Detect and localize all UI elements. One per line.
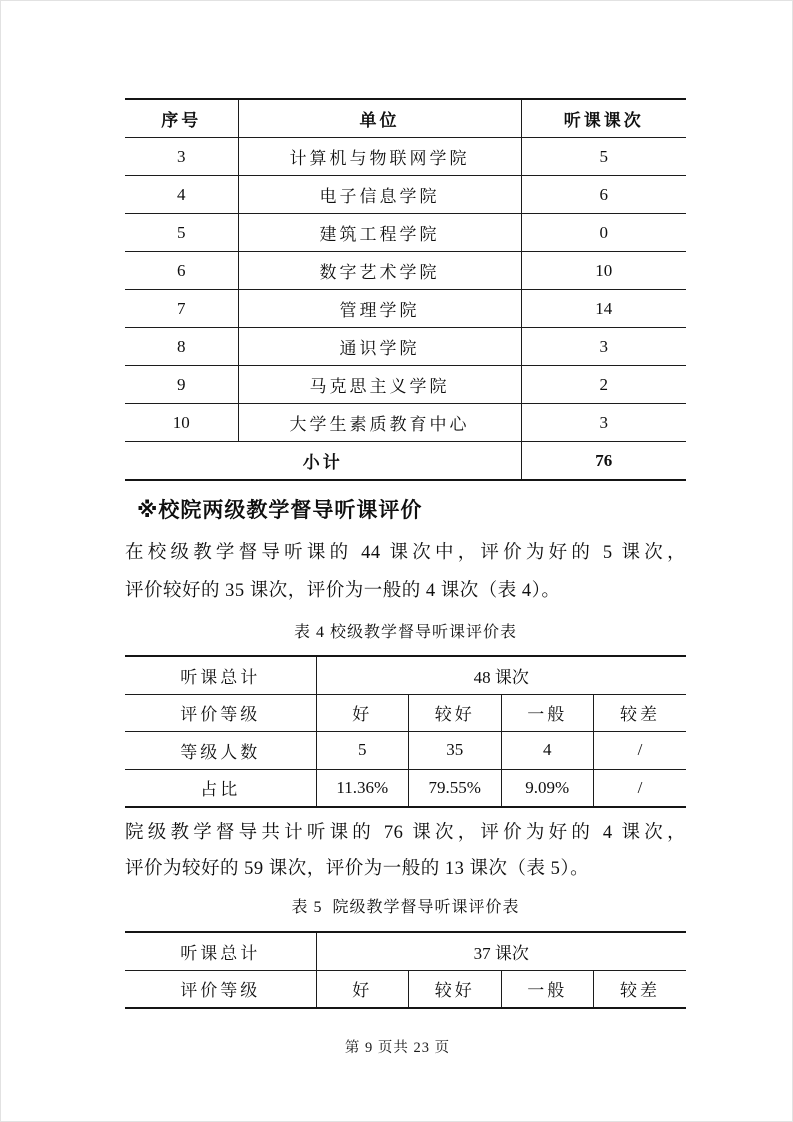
count-cell: 35 <box>409 732 502 770</box>
total-label: 听课总计 <box>125 656 316 694</box>
grade-cell: 好 <box>316 970 409 1008</box>
grade-cell: 较好 <box>409 970 502 1008</box>
cell-seq: 10 <box>125 404 238 442</box>
table-row <box>125 138 686 176</box>
section-heading: ※校院两级教学督导听课评价 <box>137 499 423 522</box>
percent-cell: / <box>637 777 643 797</box>
cell-count: 5 <box>521 138 686 176</box>
cell-unit: 马克思主义学院 <box>238 366 521 404</box>
percent-label: 占比 <box>125 769 316 807</box>
cell-unit: 计算机与物联网学院 <box>238 138 521 176</box>
grade-cell: 较差 <box>620 981 660 1001</box>
table-row <box>125 328 686 366</box>
total-row <box>125 656 686 694</box>
table-header-row <box>125 99 686 138</box>
table4-caption: 表 4 校级教学督导听课评价表 <box>293 624 517 641</box>
header-seq: 序号 <box>125 99 238 138</box>
grade-cell: 较好 <box>409 694 502 732</box>
count-row <box>125 732 686 770</box>
paragraph-line: 评价较好的 35 课次，评价为一般的 4 课次（表 4）。 <box>125 581 561 601</box>
cell-count: 3 <box>521 328 686 366</box>
cell-seq: 4 <box>125 176 238 214</box>
school-supervision-eval-table <box>125 655 686 808</box>
table-row <box>125 290 686 328</box>
cell-seq: 6 <box>125 252 238 290</box>
cell-unit: 建筑工程学院 <box>238 214 521 252</box>
cell-unit: 电子信息学院 <box>238 176 521 214</box>
cell-count: 10 <box>521 252 686 290</box>
college-supervision-eval-table <box>125 931 686 1009</box>
grade-cell: 较差 <box>594 694 687 732</box>
total-value: 48 课次 <box>316 656 686 694</box>
table-row <box>125 176 686 214</box>
page-number: 第 9 页共 23 页 <box>344 1040 451 1056</box>
cell-count: 6 <box>521 176 686 214</box>
grade-cell: 一般 <box>501 694 594 732</box>
percent-cell: 11.36% <box>316 769 409 807</box>
percent-row <box>125 769 686 807</box>
grade-label: 评价等级 <box>125 970 316 1008</box>
count-cell: 5 <box>316 732 409 770</box>
total-row <box>125 932 686 970</box>
grade-cell: 一般 <box>501 970 594 1008</box>
header-count: 听课课次 <box>521 99 686 138</box>
cell-seq: 3 <box>125 138 238 176</box>
unit-listening-table <box>125 98 686 481</box>
table5-caption: 表 5 院级教学督导听课评价表 <box>291 899 520 916</box>
table-row <box>125 366 686 404</box>
cell-seq: 8 <box>125 328 238 366</box>
cell-count: 2 <box>521 366 686 404</box>
paragraph-line: 院级教学督导共计听课的 76 课次，评价为好的 4 课次， <box>125 823 686 843</box>
cell-unit: 大学生素质教育中心 <box>238 404 521 442</box>
paragraph-line: 在校级教学督导听课的 44 课次中，评价为好的 5 课次， <box>125 543 686 563</box>
paragraph-line: 评价为较好的 59 课次，评价为一般的 13 课次（表 5）。 <box>125 859 590 879</box>
grade-cell: 好 <box>316 694 409 732</box>
header-unit: 单位 <box>238 99 521 138</box>
cell-seq: 5 <box>125 214 238 252</box>
table-row <box>125 214 686 252</box>
cell-count: 0 <box>521 214 686 252</box>
table-row <box>125 252 686 290</box>
cell-count: 14 <box>521 290 686 328</box>
percent-cell: 9.09% <box>501 769 594 807</box>
total-label: 听课总计 <box>125 932 316 970</box>
cell-unit: 管理学院 <box>238 290 521 328</box>
count-cell: / <box>594 732 687 770</box>
cell-seq: 9 <box>125 366 238 404</box>
cell-unit: 数字艺术学院 <box>238 252 521 290</box>
cell-count: 3 <box>521 404 686 442</box>
grade-row <box>125 970 686 1008</box>
subtotal-value: 76 <box>595 450 613 470</box>
total-value: 37 课次 <box>316 932 686 970</box>
count-label: 等级人数 <box>125 732 316 770</box>
percent-cell: 79.55% <box>409 769 502 807</box>
subtotal-row <box>125 442 686 481</box>
cell-unit: 通识学院 <box>238 328 521 366</box>
subtotal-label: 小计 <box>125 442 521 481</box>
count-cell: 4 <box>501 732 594 770</box>
cell-seq: 7 <box>125 290 238 328</box>
grade-label: 评价等级 <box>125 694 316 732</box>
table-row <box>125 404 686 442</box>
grade-row <box>125 694 686 732</box>
